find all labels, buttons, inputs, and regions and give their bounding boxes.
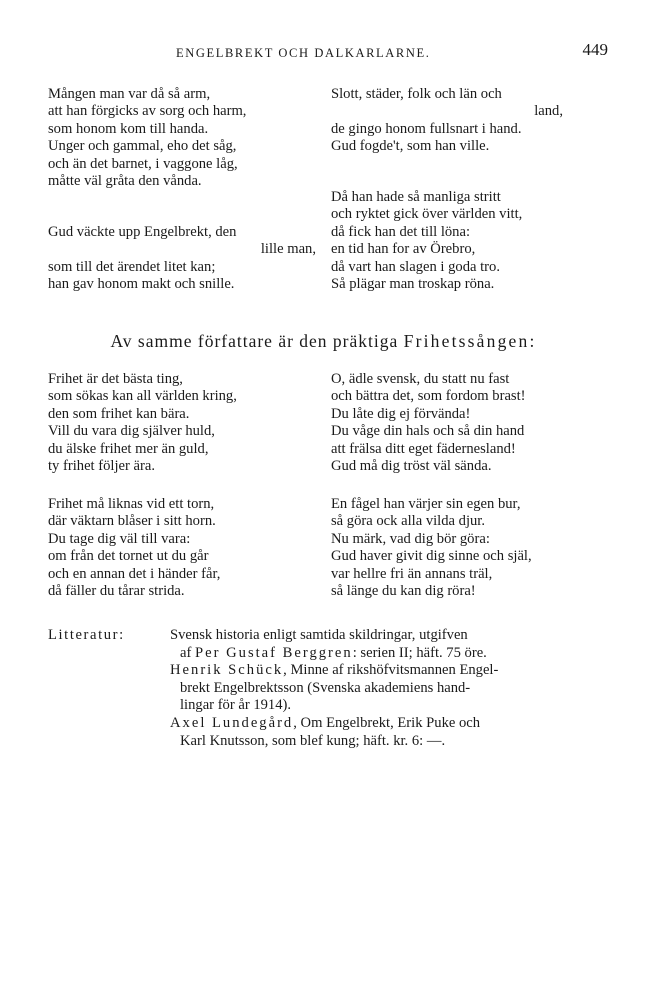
literature-line: [170, 662, 608, 680]
literature-text: , Minne af rikshöfvitsmannen Engel-: [283, 662, 499, 679]
literature-line: lingar för år 1914).: [180, 697, 292, 714]
poem-line: han gav honom makt och snille.: [48, 276, 235, 293]
poem-line: lille man,: [260, 241, 316, 258]
poem-line: Då han hade så manliga stritt: [331, 189, 501, 205]
poem-line: Så plägar man troskap röna.: [331, 275, 495, 292]
song-line: där väktarn blåser i sitt horn.: [48, 513, 216, 530]
song-line: så länge du kan dig röra!: [331, 582, 476, 599]
song-line: den som frihet kan bära.: [48, 405, 190, 422]
song-stanza: [48, 496, 316, 600]
running-title: ENGELBREKT OCH DALKARLARNE.: [176, 46, 431, 60]
literature-label: Litteratur:: [48, 627, 125, 643]
poem-stanza: [48, 86, 316, 190]
section-heading-prefix: Av samme författare är den präktiga: [110, 331, 404, 351]
poem-line: Unger och gammal, eho det såg,: [48, 138, 237, 155]
poem-line: som till det ärendet litet kan;: [48, 258, 216, 275]
poem-line: de gingo honom fullsnart i hand.: [331, 120, 522, 137]
poem-line: en tid han for av Örebro,: [331, 241, 476, 258]
poem-line: och än det barnet, i vaggone låg,: [48, 155, 238, 172]
song-line: Gud haver givit dig sinne och själ,: [331, 548, 532, 565]
poem-stanza: [48, 224, 316, 294]
literature-line: Karl Knutsson, som blef kung; häft. kr. 6: —.: [180, 732, 446, 749]
page-header: [48, 40, 608, 62]
poem-line: måtte väl gråta den vånda.: [48, 172, 202, 189]
song-stanza: [48, 371, 316, 475]
literature-text: : serien II; häft. 75 öre.: [352, 644, 487, 661]
section-heading: [0, 331, 647, 352]
song-line: var hellre fri än annans träl,: [331, 565, 493, 582]
song-line: och en annan det i händer får,: [48, 565, 221, 582]
literature-entry: [170, 715, 608, 750]
song-stanza: [331, 371, 603, 475]
poem-line: som honom kom till handa.: [48, 120, 209, 137]
song-line: då fäller du tårar strida.: [48, 582, 185, 599]
song-line: att frälsa ditt eget fädernesland!: [331, 440, 516, 457]
literature-author: Henrik Schück: [170, 662, 284, 679]
literature-entry: [170, 662, 608, 715]
song-line: Du våge din hals och så din hand: [331, 423, 525, 440]
song-line: O, ädle svensk, du statt nu fast: [331, 371, 510, 387]
poem-stanza: [331, 189, 603, 293]
poem-line: Gud väckte upp Engelbrekt, den: [48, 224, 237, 240]
song-line: Gud må dig tröst väl sända.: [331, 457, 492, 474]
song-line: Du tage dig väl till vara:: [48, 530, 191, 547]
song-line: som sökas kan all världen kring,: [48, 388, 237, 405]
song-line: Vill du vara dig själver huld,: [48, 423, 215, 440]
song-line: och bättra det, som fordom brast!: [331, 388, 526, 405]
poem-line: Gud fogde't, som han ville.: [331, 138, 490, 155]
page-number: 449: [582, 40, 608, 59]
literature-line: [170, 645, 608, 663]
literature-author: Axel Lundegård: [170, 714, 294, 731]
song-line: Frihet är det bästa ting,: [48, 371, 183, 387]
literature-text: af: [180, 644, 195, 661]
song-line: så göra ock alla vilda djur.: [331, 513, 485, 530]
literature-line: Svensk historia enligt samtida skildringar, utgifven: [170, 627, 468, 643]
poem-line: Slott, städer, folk och län och: [331, 86, 502, 102]
poem-line: då vart han slagen i goda tro.: [331, 258, 500, 275]
literature-entry: [170, 627, 608, 662]
poem-line: Mången man var då så arm,: [48, 86, 211, 102]
literature-author: Per Gustaf Berggren: [195, 644, 353, 661]
song-stanza: [331, 496, 603, 600]
poem-line: och ryktet gick över världen vitt,: [331, 206, 523, 223]
song-line: Nu märk, vad dig bör göra:: [331, 530, 490, 547]
literature-text: , Om Engelbrekt, Erik Puke och: [293, 714, 481, 731]
song-line: om från det tornet ut du går: [48, 548, 209, 565]
song-line: Frihet må liknas vid ett torn,: [48, 496, 215, 512]
literature-list: [170, 627, 608, 750]
poem-line: att han förgicks av sorg och harm,: [48, 103, 247, 120]
literature-line: brekt Engelbrektsson (Svenska akademiens hand-: [180, 679, 471, 696]
poem-line: då fick han det till löna:: [331, 223, 471, 240]
song-line: En fågel han värjer sin egen bur,: [331, 496, 521, 512]
song-line: ty frihet följer ära.: [48, 457, 155, 474]
poem-stanza: [331, 86, 603, 156]
literature-line: [170, 715, 608, 733]
song-title: Frihetssången:: [403, 331, 537, 351]
song-line: Du låte dig ej förvända!: [331, 405, 471, 422]
song-line: du älske frihet mer än guld,: [48, 440, 209, 457]
poem-line: land,: [534, 103, 563, 120]
